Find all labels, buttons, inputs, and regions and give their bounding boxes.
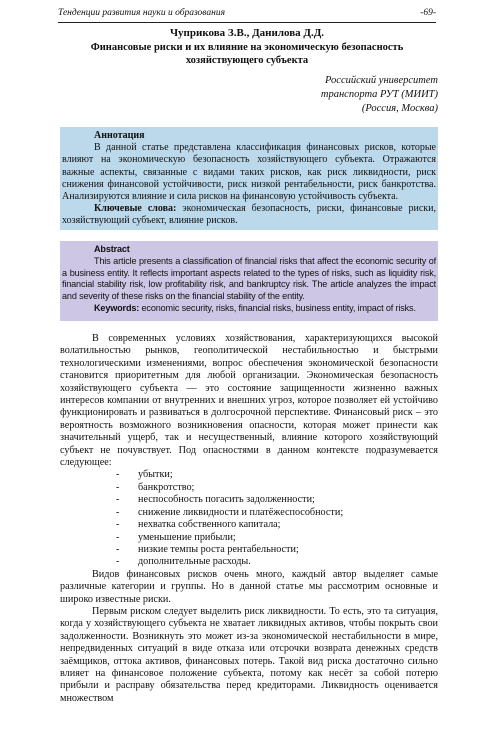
- affiliation-line: (Россия, Москва): [361, 103, 438, 114]
- annotation-ru-text: В данной статье представлена классификация финансовых рисков, которые влияют на экономическую безопасность хозяйствующего субъекта. Отражаются важные аспекты, связанные с видами таких рисков, как риск ликвидности, риск снижения финансовой устойчивости, риск низкой рентабельности, риск банкротства. Анализируются влияние и сила рисков на финансовую устойчивость субъекта.: [62, 142, 436, 203]
- keywords-ru-label: Ключевые слова:: [94, 203, 177, 215]
- risk-list: [60, 469, 438, 568]
- running-header: [58, 8, 436, 23]
- affiliation-line: Российский университет: [325, 75, 438, 86]
- list-marker: -: [116, 506, 120, 518]
- body-paragraph: Первым риском следует выделить риск ликвидности. То есть, это та ситуация, когда у хозяйствующего субъекта не хватает ликвидных активов, чтобы покрыть свои задолженности. Возникнуть это может из-за экономической нестабильности в мире, непредвиденных ситуаций в виде отказа или отсрочки возврата денежных средств заёмщиков, оттока активов, финансовых потерь. Такой вид риска достаточно сильно влияет на финансовое положение субъекта, потому как несёт за собой потерю прибыли и расправу обязательства перед кредиторами. Ликвидность оценивается множеством: [60, 605, 438, 704]
- journal-name: Тенденции развития науки и образования: [58, 8, 225, 18]
- list-item: [60, 469, 438, 481]
- list-marker: -: [116, 469, 120, 481]
- annotation-ru-box: [60, 127, 438, 230]
- list-item-text: снижение ликвидности и платёжеспособности;: [138, 506, 344, 518]
- list-marker: -: [116, 531, 120, 543]
- annotation-en-box: [60, 241, 438, 321]
- list-marker: -: [116, 494, 120, 506]
- keywords-en-text: economic security, risks, financial risks, business entity, impact of risks.: [139, 302, 416, 313]
- annotation-en-heading: Abstract: [94, 244, 130, 254]
- annotation-en-text: This article presents a classification of financial risks that affect the economic security of a business entity. It reflects important aspects related to the types of risks, such as liquidity risk, financial stability risk, low profitability risk, and bankruptcy risk. The article analyzes the impact and severity of these risks on the financial stability of the entity.: [62, 255, 436, 302]
- list-item: [60, 507, 438, 519]
- list-marker: -: [116, 481, 120, 493]
- list-item-text: убытки;: [138, 469, 173, 481]
- list-item-text: неспособность погасить задолженности;: [138, 494, 315, 506]
- page-number: -69-: [420, 8, 436, 18]
- list-marker: -: [116, 519, 120, 531]
- list-item-text: уменьшение прибыли;: [138, 531, 236, 543]
- list-item-text: дополнительные расходы.: [138, 556, 251, 568]
- list-item-text: низкие темпы роста рентабельности;: [138, 543, 299, 555]
- list-item-text: нехватка собственного капитала;: [138, 519, 281, 531]
- list-item: [60, 544, 438, 556]
- list-item: [60, 556, 438, 568]
- keywords-ru: [62, 203, 436, 227]
- list-item: [60, 482, 438, 494]
- affiliation-line: транспорта РУТ (МИИТ): [320, 89, 438, 100]
- list-item-text: банкротство;: [138, 481, 195, 493]
- list-item: [60, 519, 438, 531]
- body-paragraph: Видов финансовых рисков очень много, каждый автор выделяет самые различные категории и группы. Но в данной статье мы рассмотрим основные и широко известные риски.: [60, 568, 438, 605]
- keywords-en-label: Keywords:: [94, 302, 140, 313]
- article-title: Финансовые риски и их влияние на экономическую безопасность хозяйствующего субъекта: [90, 42, 404, 66]
- author-affiliation: [218, 74, 438, 116]
- article-authors: Чуприкова З.В., Данилова Д.Д.: [169, 27, 325, 39]
- keywords-en: [62, 303, 436, 315]
- list-marker: -: [116, 543, 120, 555]
- article-body: [60, 333, 438, 705]
- list-marker: -: [116, 556, 120, 568]
- body-paragraph: В современных условиях хозяйствования, характеризующихся высокой волатильностью рынков, геополитической нестабильностью и быстрыми технологическими изменениями, вопрос обеспечения экономической безопасности становится приоритетным для любой организации. Экономическая безопасность хозяйствующего субъекта — это состояние защищенности жизненно важных интересов компании от внутренних и внешних угроз, которое позволяет ей устойчиво функционировать и развиваться в долгосрочной перспективе. Финансовый риск – это вероятность возможного возникновения опасности, которая может принести как значительный ущерб, так и несущественный, влияние которого хозяйствующий субъект не почувствует. Под опасностями в данном контексте подразумевается следующее:: [60, 333, 438, 469]
- list-item: [60, 532, 438, 544]
- annotation-ru-heading: Аннотация: [94, 130, 145, 141]
- list-item: [60, 494, 438, 506]
- keywords-ru-text: экономическая безопасность, риски, финансовые риски, хозяйствующий субъект, влияние рисков.: [62, 203, 436, 227]
